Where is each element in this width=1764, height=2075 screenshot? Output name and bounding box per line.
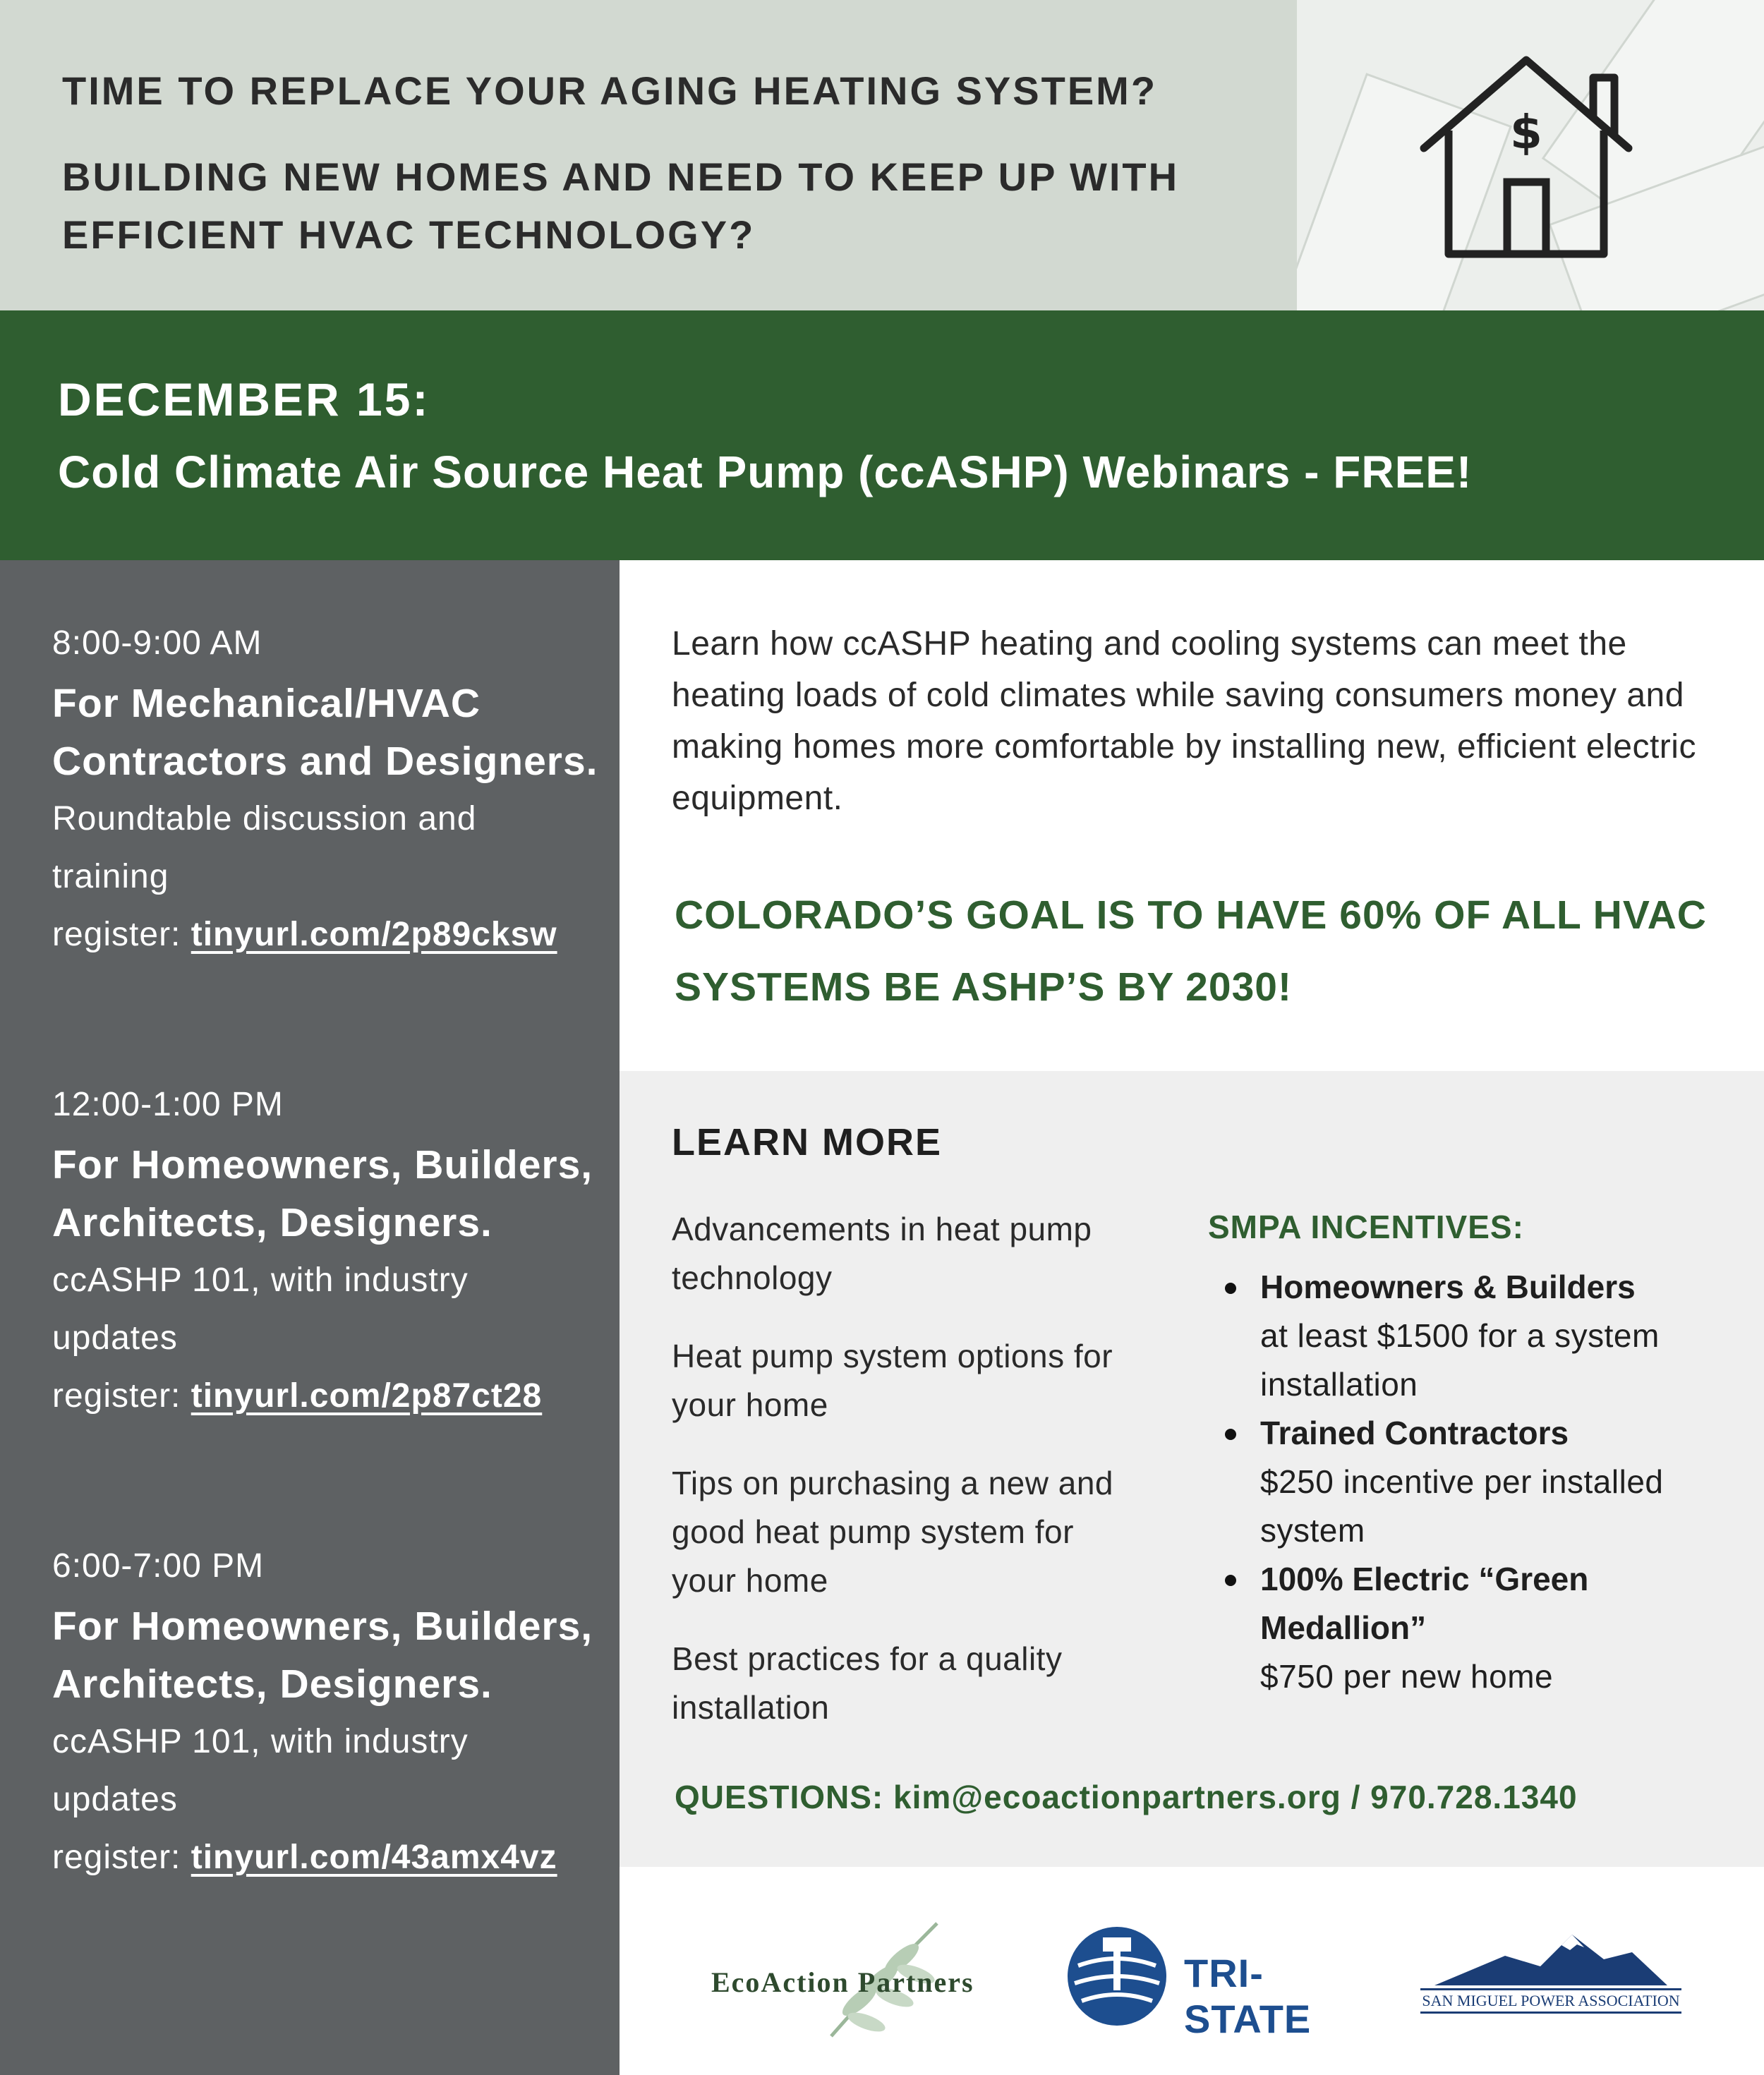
session-time: 12:00-1:00 PM xyxy=(52,1086,284,1123)
san-miguel-power-logo xyxy=(1420,1928,1681,2033)
schedule-panel xyxy=(0,560,620,2075)
register-label: register: xyxy=(52,1839,191,1876)
mountain-icon xyxy=(1420,1928,1681,1988)
incentive-title: Homeowners & Builders xyxy=(1260,1269,1636,1305)
header-question-1: TIME TO REPLACE YOUR AGING HEATING SYSTEM? xyxy=(62,68,1158,113)
incentive-title: 100% Electric “Green Medallion” xyxy=(1260,1561,1589,1646)
header-question-2: BUILDING NEW HOMES AND NEED TO KEEP UP WITH EFFICIENT HVAC TECHNOLOGY? xyxy=(62,155,1180,257)
incentives-heading: SMPA INCENTIVES: xyxy=(1208,1209,1524,1245)
tri-state-logo-text: TRI-STATE xyxy=(1184,1951,1312,2041)
session-description: ccASHP 101, with industry updates xyxy=(52,1723,469,1818)
event-title: Cold Climate Air Source Heat Pump (ccASHP) Webinars - FREE! xyxy=(58,447,1473,497)
questions-contact[interactable]: QUESTIONS: kim@ecoactionpartners.org / 970.728.1340 xyxy=(675,1779,1578,1815)
register-link[interactable]: tinyurl.com/2p87ct28 xyxy=(191,1377,543,1415)
session-register xyxy=(52,1367,603,1425)
incentive-item xyxy=(1225,1409,1733,1555)
register-label: register: xyxy=(52,1377,191,1415)
event-band xyxy=(0,310,1764,560)
learn-more-item: Advancements in heat pump technology xyxy=(672,1211,1092,1296)
learn-more-item: Best practices for a quality installation xyxy=(672,1640,1063,1726)
header-section xyxy=(0,0,1764,310)
session-midday xyxy=(52,1084,603,1425)
svg-text:$: $ xyxy=(1510,105,1542,159)
session-register xyxy=(52,1829,603,1887)
session-evening xyxy=(52,1545,603,1887)
smpa-logo-text: SAN MIGUEL POWER ASSOCIATION xyxy=(1420,1988,1681,2014)
intro-paragraph: Learn how ccASHP heating and cooling systems can meet the heating loads of cold climates while saving consumers money and making homes more comfortable by installing new, efficient electric equipment. xyxy=(672,625,1696,817)
session-time: 8:00-9:00 AM xyxy=(52,624,262,662)
bullet-icon xyxy=(1225,1283,1236,1294)
session-register xyxy=(52,906,603,964)
session-morning xyxy=(52,622,603,964)
incentives-list xyxy=(1225,1263,1733,1701)
session-audience: For Homeowners, Builders, Architects, Designers. xyxy=(52,1142,593,1245)
register-link[interactable]: tinyurl.com/43amx4vz xyxy=(191,1839,557,1876)
money-background-image xyxy=(1297,0,1764,310)
ecoaction-partners-logo xyxy=(711,1916,1050,2043)
register-label: register: xyxy=(52,916,191,953)
incentive-item xyxy=(1225,1263,1733,1409)
incentive-detail: $250 incentive per installed system xyxy=(1260,1463,1664,1549)
session-description: ccASHP 101, with industry updates xyxy=(52,1262,469,1357)
bullet-icon xyxy=(1225,1575,1236,1586)
register-link[interactable]: tinyurl.com/2p89cksw xyxy=(191,916,557,953)
tri-state-globe-icon xyxy=(1064,1923,1170,2029)
session-description: Roundtable discussion and training xyxy=(52,800,477,895)
tri-state-logo xyxy=(1064,1923,1382,2041)
learn-more-heading: LEARN MORE xyxy=(672,1121,942,1163)
incentive-title: Trained Contractors xyxy=(1260,1415,1569,1451)
incentive-item xyxy=(1225,1555,1733,1701)
bullet-icon xyxy=(1225,1429,1236,1440)
learn-more-item: Tips on purchasing a new and good heat pump system for your home xyxy=(672,1465,1114,1599)
session-audience: For Homeowners, Builders, Architects, Designers. xyxy=(52,1604,593,1707)
session-audience: For Mechanical/HVAC Contractors and Designers. xyxy=(52,681,598,784)
house-dollar-icon xyxy=(1417,49,1643,261)
learn-more-list xyxy=(672,1205,1123,1762)
incentive-detail: at least $1500 for a system installation xyxy=(1260,1317,1660,1403)
ecoaction-logo-text: EcoAction Partners xyxy=(711,1966,974,1998)
event-date: DECEMBER 15: xyxy=(58,373,430,425)
learn-more-item: Heat pump system options for your home xyxy=(672,1338,1113,1423)
session-time: 6:00-7:00 PM xyxy=(52,1547,265,1585)
goal-statement: COLORADO’S GOAL IS TO HAVE 60% OF ALL HVAC SYSTEMS BE ASHP’S BY 2030! xyxy=(675,893,1707,1010)
partner-logos xyxy=(620,1867,1764,2075)
incentive-detail: $750 per new home xyxy=(1260,1658,1554,1695)
